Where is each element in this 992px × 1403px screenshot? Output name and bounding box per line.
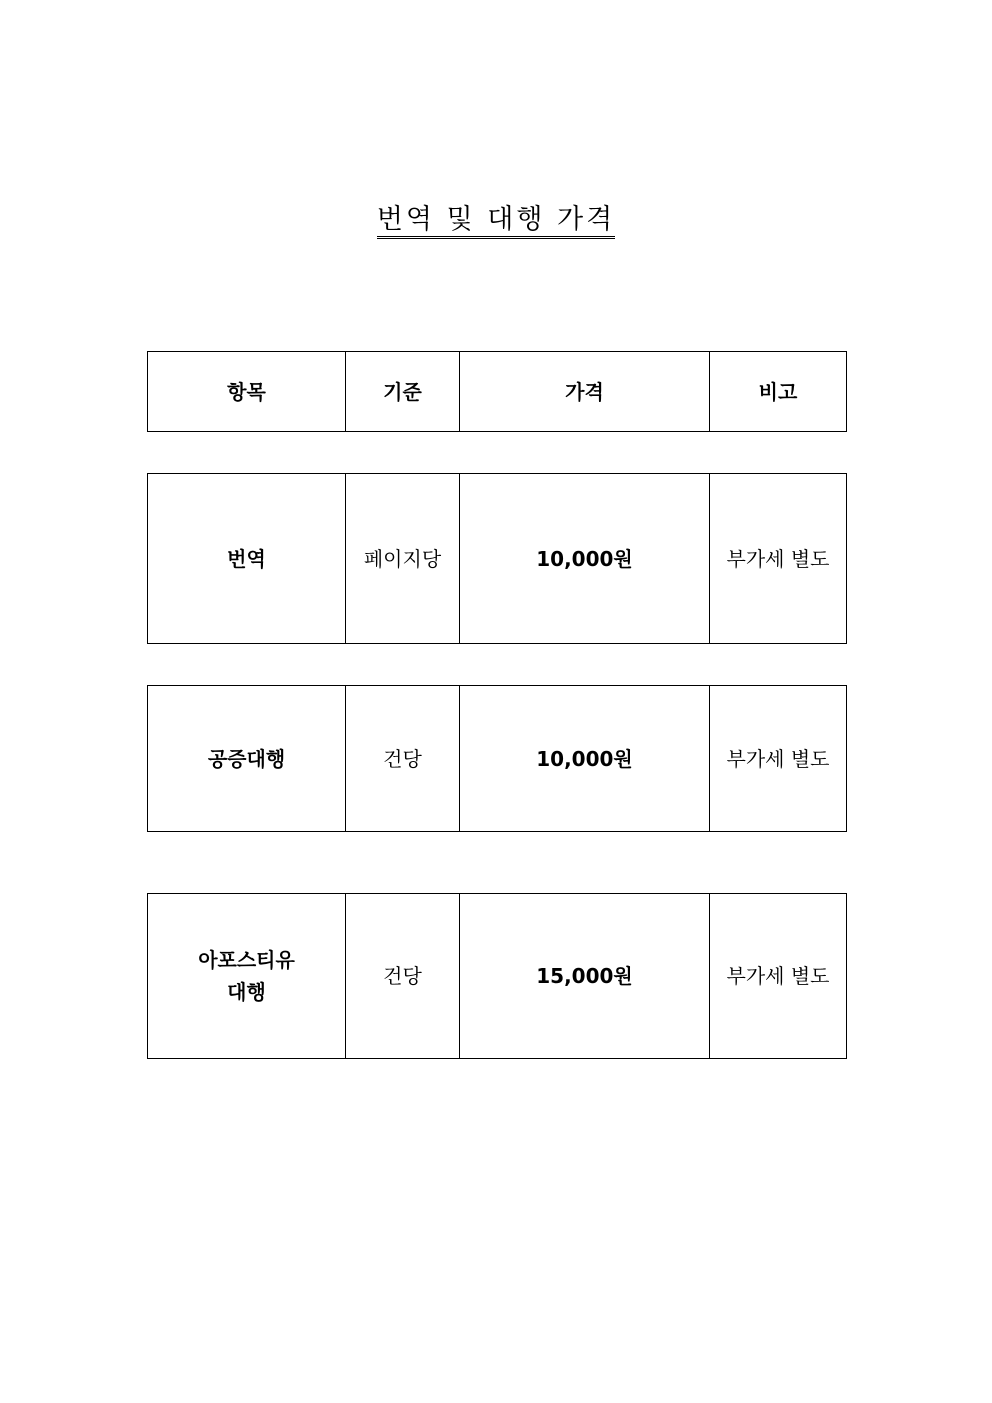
row-item-line: 대행 — [227, 980, 266, 1004]
header-basis: 기준 — [346, 352, 460, 432]
row-price: 10,000원 — [460, 474, 710, 644]
header-price: 가격 — [460, 352, 710, 432]
price-table-translation — [147, 473, 847, 644]
document-title — [0, 200, 992, 240]
row-basis: 건당 — [346, 686, 460, 832]
row-basis: 건당 — [346, 894, 460, 1059]
document-title-text: 번역 및 대행 가격 — [377, 204, 615, 239]
table-row — [148, 474, 847, 644]
header-item: 항목 — [148, 352, 346, 432]
row-price: 15,000원 — [460, 894, 710, 1059]
row-basis: 페이지당 — [346, 474, 460, 644]
header-table — [147, 351, 847, 432]
table-row — [148, 894, 847, 1059]
header-row — [148, 352, 847, 432]
price-table-notarization — [147, 685, 847, 832]
row-item — [148, 474, 346, 644]
header-note: 비고 — [710, 352, 847, 432]
row-item — [148, 686, 346, 832]
table-row — [148, 686, 847, 832]
row-item-line: 아포스티유 — [198, 948, 295, 972]
row-item-line: 번역 — [227, 546, 266, 571]
row-note: 부가세 별도 — [710, 686, 847, 832]
row-note: 부가세 별도 — [710, 894, 847, 1059]
row-item — [148, 894, 346, 1059]
row-note: 부가세 별도 — [710, 474, 847, 644]
row-price: 10,000원 — [460, 686, 710, 832]
price-table-apostille — [147, 893, 847, 1059]
row-item-line: 공증대행 — [207, 746, 286, 771]
